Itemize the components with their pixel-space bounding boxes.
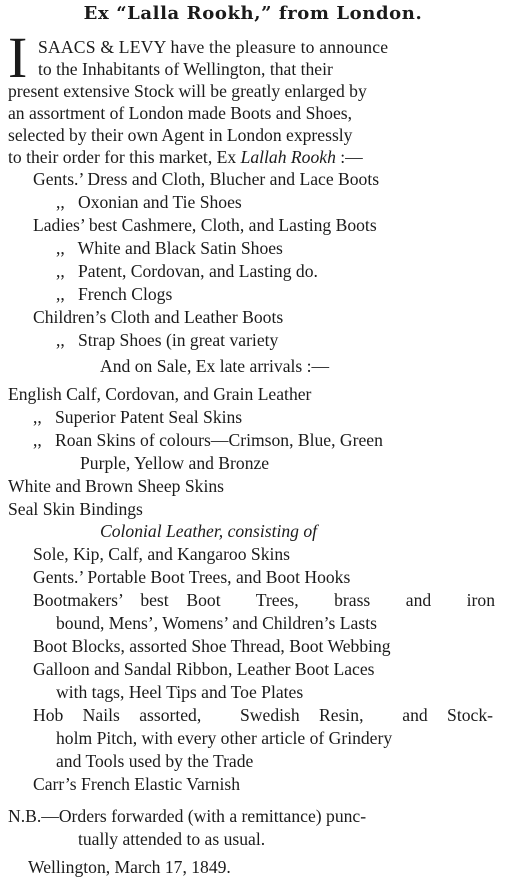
nota-bene: N.B.—Orders forwarded (with a remittance) punc-	[8, 806, 367, 826]
list-item: Purple, Yellow and Bronze	[80, 453, 270, 473]
sale-heading: And on Sale, Ex late arrivals :—	[100, 356, 330, 376]
list-item: ,, Patent, Cordovan, and Lasting do.	[56, 261, 318, 281]
list-item: Hob Nails assorted, Swedish Resin, and Stock-	[33, 705, 493, 725]
dateline: Wellington, March 17, 1849.	[28, 857, 231, 877]
list-item: ,, White and Black Satin Shoes	[56, 238, 283, 258]
list-item: ,, Strap Shoes (in great variety	[56, 330, 279, 350]
colonial-heading-rest: , consisting of	[218, 521, 318, 541]
list-item: Gents.’ Portable Boot Trees, and Boot Hooks	[33, 567, 351, 587]
list-item: Sole, Kip, Calf, and Kangaroo Skins	[33, 544, 291, 564]
list-item: ,, French Clogs	[56, 284, 173, 304]
list-item: Carr’s French Elastic Varnish	[33, 774, 241, 794]
intro-line-6-end: :—	[340, 147, 363, 167]
intro-line-6-text: to their order for this market, Ex	[8, 147, 237, 167]
list-item: and Tools used by the Trade	[56, 751, 254, 771]
colonial-heading	[100, 520, 317, 542]
drop-cap: I	[8, 25, 28, 90]
ship-name: Lallah Rookh	[240, 147, 336, 167]
list-item: Bootmakers’ best Boot Trees, brass and iron	[33, 590, 495, 610]
list-item: ,, Roan Skins of colours—Crimson, Blue, Green	[33, 430, 383, 450]
list-item: Children’s Cloth and Leather Boots	[33, 307, 284, 327]
list-item: ,, Superior Patent Seal Skins	[33, 407, 243, 427]
list-item: English Calf, Cordovan, and Grain Leather	[8, 384, 312, 404]
ad-heading: Ex “Lalla Rookh,” from London.	[83, 3, 423, 24]
intro-line-1: SAACS & LEVY have the pleasure to announce	[38, 37, 389, 57]
list-item: Gents.’ Dress and Cloth, Blucher and Lace Boots	[33, 169, 380, 189]
intro-line-6	[8, 146, 363, 168]
intro-line-4: an assortment of London made Boots and Shoes,	[8, 103, 353, 123]
list-item: holm Pitch, with every other article of Grindery	[56, 728, 393, 748]
list-item: with tags, Heel Tips and Toe Plates	[56, 682, 304, 702]
list-item: ,, Oxonian and Tie Shoes	[56, 192, 242, 212]
list-item: Galloon and Sandal Ribbon, Leather Boot Laces	[33, 659, 375, 679]
list-item: Boot Blocks, assorted Shoe Thread, Boot Webbing	[33, 636, 391, 656]
intro-line-2: to the Inhabitants of Wellington, that their	[38, 59, 333, 79]
list-item: Seal Skin Bindings	[8, 499, 143, 519]
list-item: bound, Mens’, Womens’ and Children’s Lasts	[56, 613, 377, 633]
intro-line-3: present extensive Stock will be greatly enlarged by	[8, 81, 367, 101]
list-item: Ladies’ best Cashmere, Cloth, and Lasting Boots	[33, 215, 377, 235]
nota-bene-continued: tually attended to as usual.	[78, 829, 266, 849]
intro-line-5: selected by their own Agent in London expressly	[8, 125, 353, 145]
list-item: White and Brown Sheep Skins	[8, 476, 224, 496]
colonial-heading-italic: Colonial Leather	[100, 521, 219, 541]
